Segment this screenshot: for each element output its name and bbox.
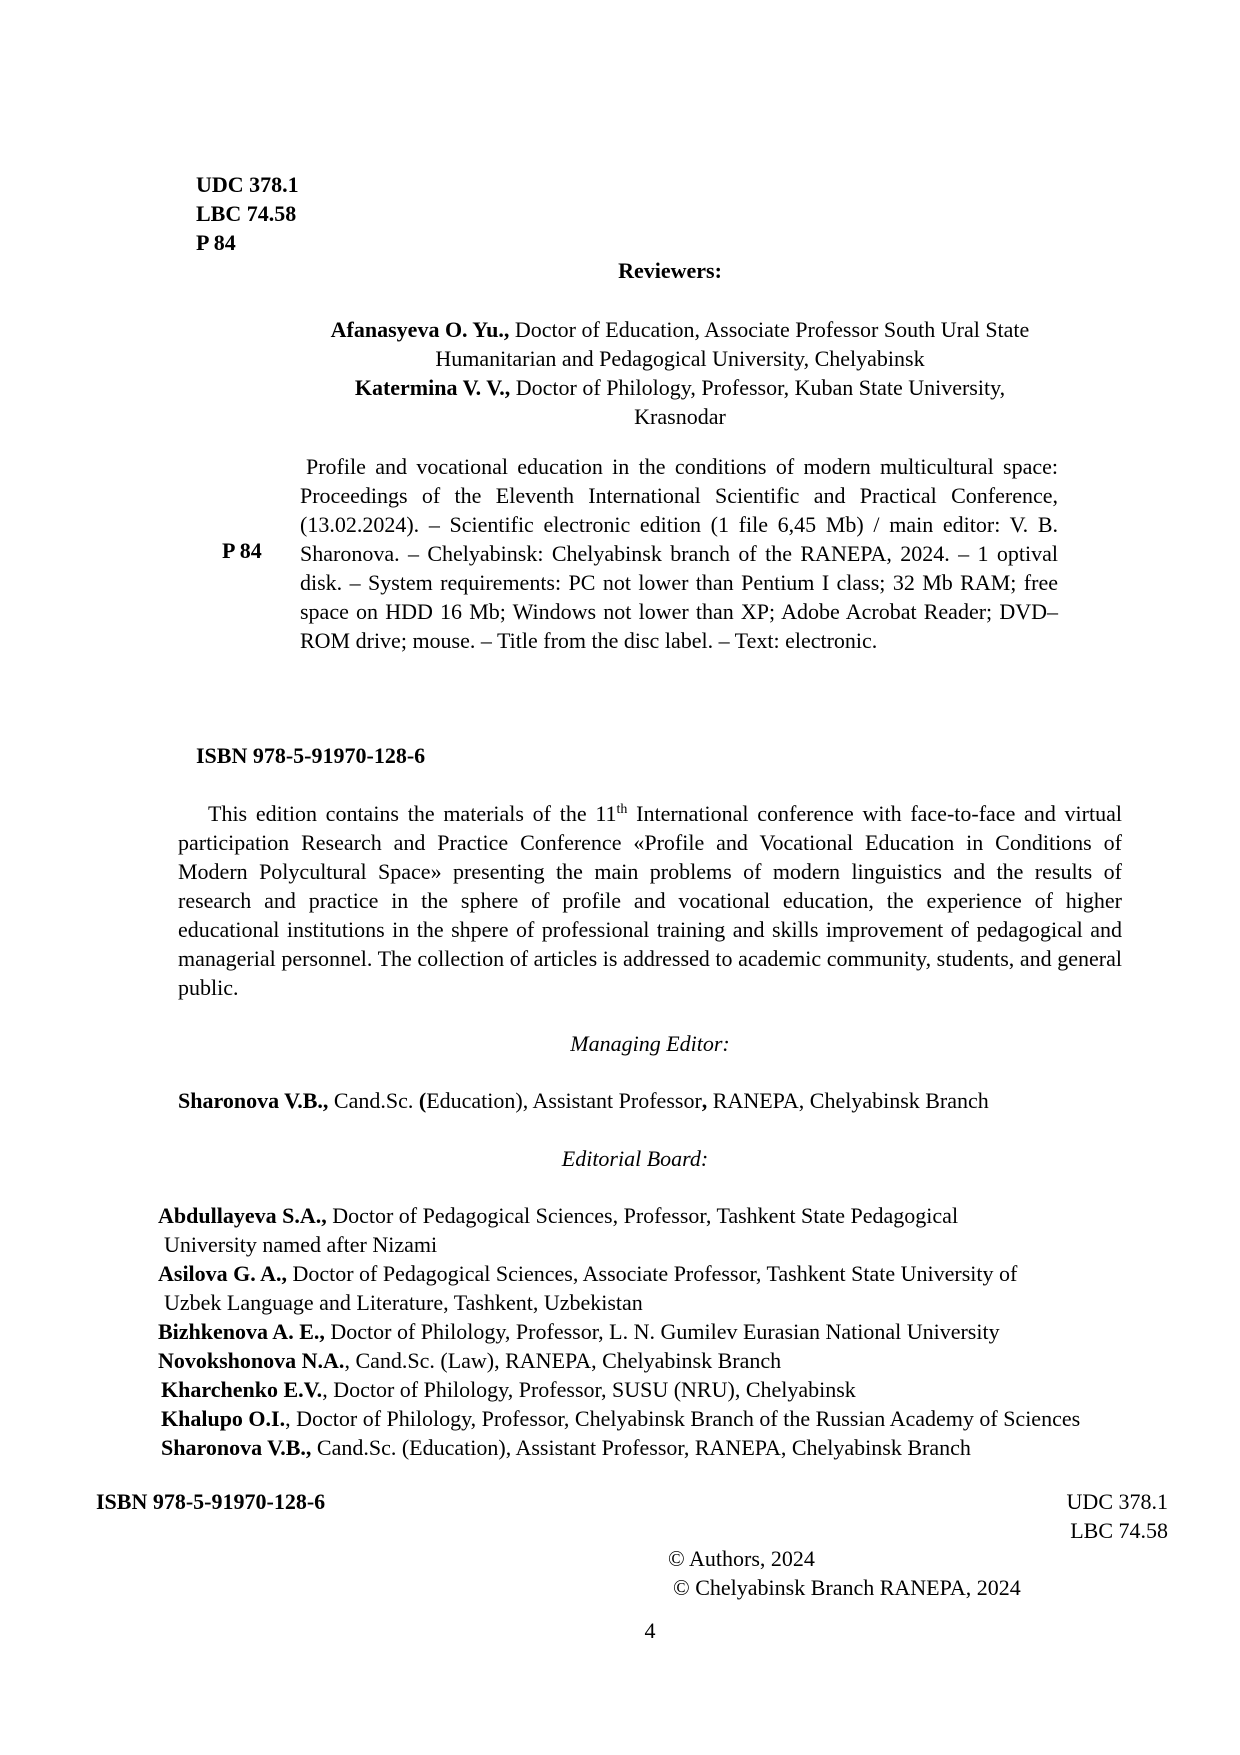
managing-editor-affiliation: RANEPA, Chelyabinsk Branch <box>707 1088 989 1113</box>
footer-udc: UDC 378.1 <box>1066 1489 1168 1514</box>
board-member-description: , Doctor of Philology, Professor, SUSU (NRU), Chelyabinsk <box>322 1377 856 1402</box>
board-member-name: Bizhkenova A. E., <box>158 1319 325 1344</box>
footer-lbc: LBC 74.58 <box>1070 1518 1168 1543</box>
annotation-text-start: This edition contains the materials of the 11 <box>208 801 617 826</box>
classification-codes <box>196 170 299 257</box>
author-mark: P 84 <box>196 230 236 255</box>
reviewer-name: Katermina V. V., <box>354 375 511 400</box>
board-member-description-cont: University named after Nizami <box>164 1232 438 1257</box>
managing-editor-name: Sharonova V.B., <box>178 1088 329 1113</box>
bibliographic-description: Profile and vocational education in the conditions of modern multicultural space: Proceedings of the Eleventh International Scientific and Practical Conference, (13.02.2024). – Scientific electronic edition (1 file 6,45 Mb) / main editor: V. B. Sharonova. – Chelyabinsk: Chelyabinsk branch of the RANEPA, 2024. – 1 optival disk. – System requirements: PC not lower than Pentium I class; 32 Mb RAM; free space on HDD 16 Mb; Windows not lower than XP; Adobe Acrobat Reader; DVD–ROM drive; mouse. – Title from the disc label. – Text: electronic. <box>300 454 1058 653</box>
reviewer-entry <box>220 315 1140 373</box>
editorial-board-heading: Editorial Board: <box>561 1146 709 1171</box>
managing-editor-heading: Managing Editor: <box>570 1031 730 1056</box>
board-member <box>158 1201 1218 1259</box>
board-member-description: Cand.Sc. (Education), Assistant Professor, RANEPA, Chelyabinsk Branch <box>311 1435 971 1460</box>
annotation-text-rest: International conference with face-to-face and virtual participation Research and Practice Conference «Profile and Vocational Education in Conditions of Modern Polycultural Space» presenting the main problems of modern linguistics and the results of research and practice in the sphere of profile and vocational education, the experience of higher educational institutions in the shpere of professional training and skills improvement of pedagogical and managerial personnel. The collection of articles is addressed to academic community, students, and general public. <box>178 801 1122 1000</box>
udc-code: UDC 378.1 <box>196 172 299 197</box>
board-member <box>158 1259 1218 1317</box>
board-member-name: Kharchenko E.V. <box>161 1377 323 1402</box>
footer-classification <box>1067 1487 1168 1545</box>
ordinal-suffix: th <box>616 802 628 817</box>
reviewer-description-cont: Krasnodar <box>634 404 726 429</box>
board-member-name: Asilova G. A., <box>158 1261 287 1286</box>
reviewer-name: Afanasyeva O. Yu., <box>330 317 510 342</box>
board-member-description: Doctor of Pedagogical Sciences, Professor, Tashkent State Pedagogical <box>326 1203 959 1228</box>
reviewer-description-cont: Humanitarian and Pedagogical University, Chelyabinsk <box>435 346 925 371</box>
reviewer-entry <box>220 373 1140 431</box>
managing-editor <box>178 1086 989 1115</box>
board-member <box>158 1317 1218 1346</box>
board-member-description: , Cand.Sc. (Law), RANEPA, Chelyabinsk Branch <box>344 1348 782 1373</box>
board-member-description: Doctor of Philology, Professor, L. N. Gumilev Eurasian National University <box>324 1319 1000 1344</box>
board-member <box>158 1433 1218 1462</box>
board-member-name: Sharonova V.B., <box>161 1435 312 1460</box>
lbc-code: LBC 74.58 <box>196 201 297 226</box>
board-member <box>158 1404 1218 1433</box>
page-number: 4 <box>644 1618 656 1643</box>
board-member <box>158 1375 1218 1404</box>
reviewers-heading: Reviewers: <box>618 258 722 283</box>
isbn: ISBN 978-5-91970-128-6 <box>196 743 426 768</box>
board-member-name: Khalupo O.I. <box>161 1406 286 1431</box>
managing-editor-field: Education), Assistant Professor <box>426 1088 702 1113</box>
bibliographic-code: P 84 <box>222 538 262 563</box>
board-member-description-cont: Uzbek Language and Literature, Tashkent, Uzbekistan <box>164 1290 643 1315</box>
copyright-authors: © Authors, 2024 <box>668 1546 815 1571</box>
managing-editor-comma: , <box>701 1088 708 1113</box>
copyright-block <box>668 1544 1021 1602</box>
annotation <box>178 799 1122 1002</box>
footer-isbn: ISBN 978-5-91970-128-6 <box>96 1489 326 1514</box>
editorial-board-list <box>158 1201 1218 1462</box>
reviewer-description: Doctor of Philology, Professor, Kuban State University, <box>510 375 1006 400</box>
managing-editor-paren: ( <box>418 1088 427 1113</box>
board-member-description: , Doctor of Philology, Professor, Chelyabinsk Branch of the Russian Academy of Sciences <box>285 1406 1081 1431</box>
board-member-name: Novokshonova N.A. <box>158 1348 345 1373</box>
board-member <box>158 1346 1218 1375</box>
copyright-branch: © Chelyabinsk Branch RANEPA, 2024 <box>673 1575 1021 1600</box>
managing-editor-degree: Cand.Sc. <box>328 1088 419 1113</box>
reviewer-description: Doctor of Education, Associate Professor South Ural State <box>509 317 1030 342</box>
board-member-description: Doctor of Pedagogical Sciences, Associate Professor, Tashkent State University of <box>286 1261 1018 1286</box>
board-member-name: Abdullayeva S.A., <box>158 1203 327 1228</box>
reviewers-list <box>220 315 1140 431</box>
